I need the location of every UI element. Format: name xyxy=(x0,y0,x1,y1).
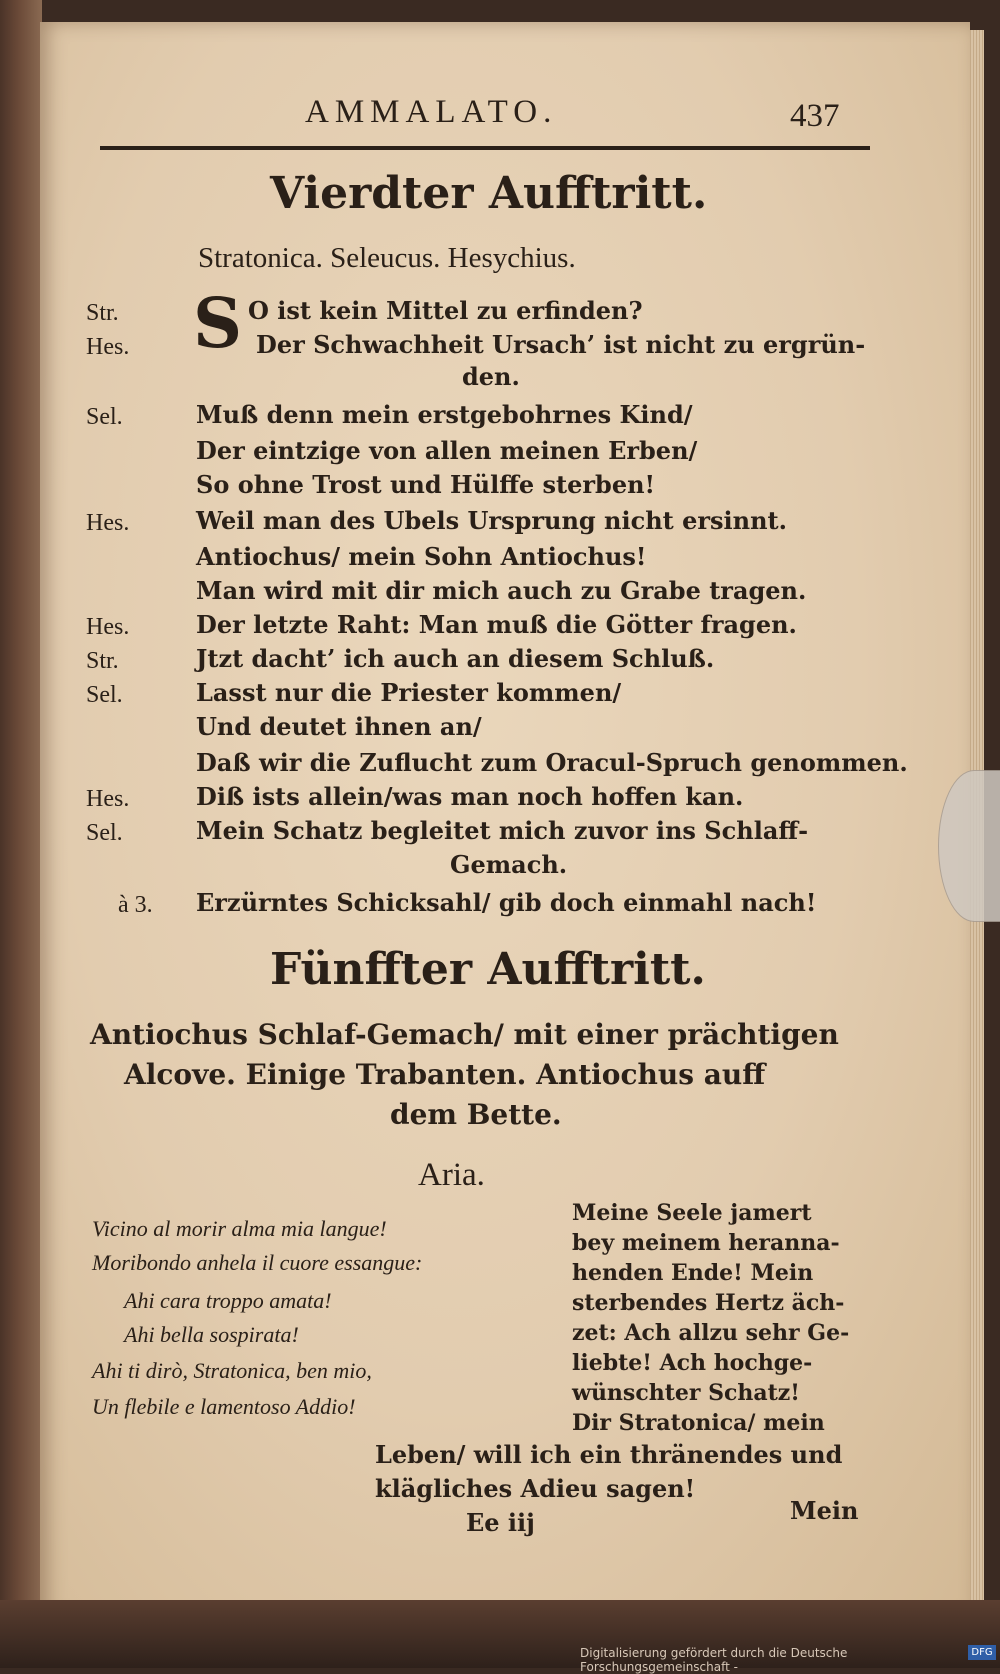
german-verse: sterbendes Hertz äch- xyxy=(572,1290,845,1316)
header-rule xyxy=(100,146,870,150)
italian-verse: Un flebile e lamentoso Addio! xyxy=(92,1394,356,1419)
german-verse: Dir Stratonica/ mein xyxy=(572,1410,825,1436)
stage-direction-line: dem Bette. xyxy=(390,1098,562,1131)
dialogue-line: Gemach. xyxy=(450,850,568,879)
italian-verse: Ahi cara troppo amata! xyxy=(124,1288,332,1313)
scene5-title: Fünffter Aufftritt. xyxy=(270,944,706,995)
german-verse: liebte! Ach hochge- xyxy=(572,1350,813,1376)
speaker-label: Hes. xyxy=(86,614,130,640)
german-verse: bey meinem heranna- xyxy=(572,1230,840,1256)
dialogue-line: Lasst nur die Priester kommen/ xyxy=(196,678,622,707)
catchword: Mein xyxy=(790,1496,859,1525)
dialogue-line: Antiochus/ mein Sohn Antiochus! xyxy=(196,542,647,571)
binding-left xyxy=(0,0,42,1668)
dialogue-line: Daß wir die Zuflucht zum Oracul-Spruch genommen. xyxy=(196,748,908,777)
page-number: 437 xyxy=(790,98,840,134)
speaker-label: Hes. xyxy=(86,510,130,536)
page-marker-tab xyxy=(938,770,1000,922)
dfg-logo: DFG xyxy=(968,1645,996,1660)
dialogue-line: Mein Schatz begleitet mich zuvor ins Schlaff- xyxy=(196,816,809,845)
dialogue-line: den. xyxy=(462,362,520,391)
dialogue-line: Erzürntes Schicksahl/ gib doch einmahl nach! xyxy=(196,888,817,917)
speaker-label: Sel. xyxy=(86,820,123,846)
german-verse: zet: Ach allzu sehr Ge- xyxy=(572,1320,850,1346)
dialogue-line: Der eintzige von allen meinen Erben/ xyxy=(196,436,698,465)
german-verse-continued: klägliches Adieu sagen! xyxy=(375,1474,696,1503)
german-verse: Meine Seele jamert xyxy=(572,1200,812,1226)
drop-initial: S xyxy=(193,284,243,364)
dialogue-line: Jtzt dacht’ ich auch an diesem Schluß. xyxy=(196,644,715,673)
speaker-label: Hes. xyxy=(86,334,130,360)
speaker-label: Sel. xyxy=(86,682,123,708)
italian-verse: Ahi ti dirò, Stratonica, ben mio, xyxy=(92,1358,372,1383)
dialogue-line: Muß denn mein erstgebohrnes Kind/ xyxy=(196,400,693,429)
dialogue-line: O ist kein Mittel zu erfinden? xyxy=(248,296,643,325)
dialogue-line: Und deutet ihnen an/ xyxy=(196,712,482,741)
speaker-label: Hes. xyxy=(86,786,130,812)
footer-credit: Digitalisierung gefördert durch die Deutsche Forschungsgemeinschaft - xyxy=(580,1646,848,1674)
dialogue-line: Diß ists allein/was man noch hoffen kan. xyxy=(196,782,744,811)
italian-verse: Ahi bella sospirata! xyxy=(124,1322,299,1347)
german-verse-continued: Leben/ will ich ein thränendes und xyxy=(375,1440,843,1469)
dialogue-line: Weil man des Ubels Ursprung nicht ersinnt. xyxy=(196,506,787,535)
scene4-title: Vierdter Aufftritt. xyxy=(270,168,708,219)
scene4-characters: Stratonica. Seleucus. Hesychius. xyxy=(198,242,576,274)
german-verse: wünschter Schatz! xyxy=(572,1380,800,1406)
aria-heading: Aria. xyxy=(418,1157,485,1193)
speaker-label: Str. xyxy=(86,300,119,326)
speaker-label: Str. xyxy=(86,648,119,674)
stage-direction-line: Antiochus Schlaf-Gemach/ mit einer prächtigen xyxy=(90,1018,839,1051)
dialogue-line: So ohne Trost und Hülffe sterben! xyxy=(196,470,656,499)
signature-mark: Ee iij xyxy=(466,1508,535,1537)
speaker-label: Sel. xyxy=(86,404,123,430)
dialogue-line: Der Schwachheit Ursach’ ist nicht zu ergrün- xyxy=(256,330,866,359)
dialogue-line: Der letzte Raht: Man muß die Götter fragen. xyxy=(196,610,797,639)
italian-verse: Moribondo anhela il cuore essangue: xyxy=(92,1250,423,1275)
german-verse: henden Ende! Mein xyxy=(572,1260,814,1286)
running-head: AMMALATO. xyxy=(305,94,558,130)
stage-direction-line: Alcove. Einige Trabanten. Antiochus auff xyxy=(124,1058,766,1091)
italian-verse: Vicino al morir alma mia langue! xyxy=(92,1216,387,1241)
dialogue-line: Man wird mit dir mich auch zu Grabe tragen. xyxy=(196,576,807,605)
speaker-label: à 3. xyxy=(118,892,153,918)
